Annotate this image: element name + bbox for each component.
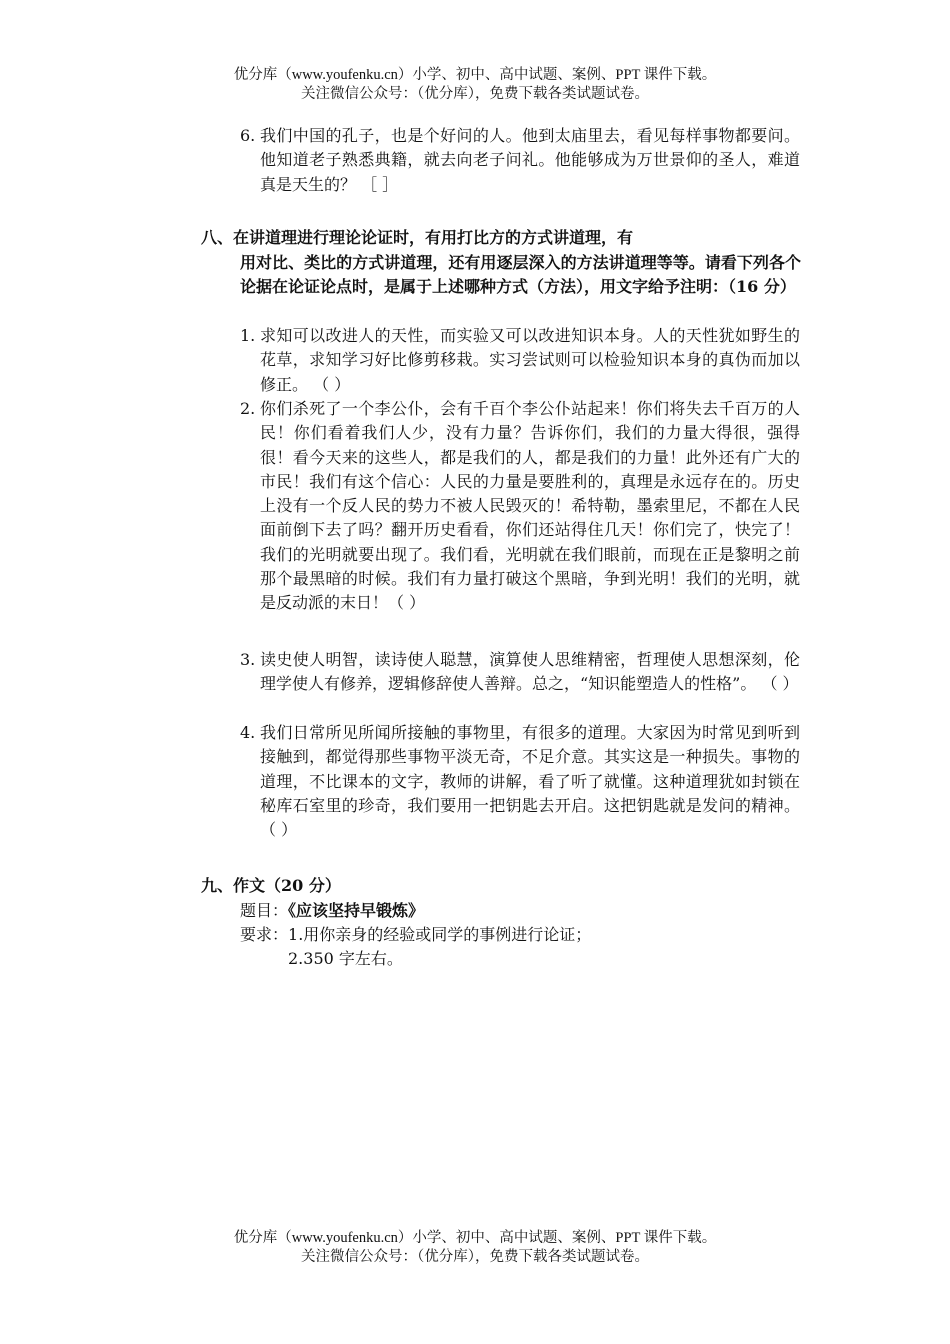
requirements-label: 要求： [240,925,289,944]
answer-bracket: （ ） [388,593,426,613]
item-3-text: 读史使人明智，读诗使人聪慧，演算使人思维精密，哲理使人思想深刻，伦理学使人有修养，逻辑修辞使人善辩。总之，“知识能塑造人的性格”。 [260,650,800,694]
question-text [260,124,800,197]
question-6-text: 我们中国的孔子，也是个好问的人。他到太庙里去，看见每样事物都要问。他知道老子熟悉典籍，就去向老子问礼。他能够成为万世景仰的圣人，难道真是天生的？ [260,126,800,194]
footer-line-2: 关注微信公众号：（优分库），免费下载各类试题试卷。 [301,1249,649,1265]
essay-requirements [240,923,591,947]
item-4-text: 我们日常所见所闻所接触的事物里，有很多的道理。大家因为时常见到听到接触到，都觉得那些事物平淡无奇，不足介意。其实这是一种损失。事物的道理，不比课本的文字，教师的讲解，看了听了就懂。这种道理犹如封锁在秘库石室里的珍奇，我们要用一把钥匙去开启。这把钥匙就是发问的精神。 [260,723,800,815]
item-1-text: 求知可以改进人的天性，而实验又可以改进知识本身。人的天性犹如野生的花草，求知学习好比修剪移栽。实习尝试则可以检验知识本身的真伪而加以修正。 [260,326,800,394]
item-number: 1. [240,326,256,345]
section-8-title [201,226,801,300]
section-8-item-2 [240,397,800,616]
answer-bracket: ［ ］ [361,174,399,194]
answer-bracket: （ ） [313,374,351,394]
item-text [260,324,800,397]
item-number: 3. [240,650,256,669]
item-number: 2. [240,399,256,418]
essay-topic [240,899,424,923]
item-text [260,397,800,616]
requirement-2: 2.350 字左右。 [288,949,403,968]
item-2-text: 你们杀死了一个李公仆，会有千百个李公仆站起来！你们将失去千百万的人民！你们看着我们人少，没有力量？告诉你们，我们的力量大得很，强得很！看今天来的这些人，都是我们的人，都是我们的力量！此外还有广大的市民！我们有这个信心：人民的力量是要胜利的，真理是永远存在的。历史上没有一个反人民的势力不被人民毁灭的！希特勒，墨索里尼，不都在人民面前倒下去了吗？翻开历史看看，你们还站得住几天！你们完了，快完了！我们的光明就要出现了。我们看，光明就在我们眼前，而现在正是黎明之前那个最黑暗的时候。我们有力量打破这个黑暗，争到光明！我们的光明，就是反动派的末日！ [260,399,800,613]
section-9-title: 九、作文（20 分） [201,876,341,895]
section-8-item-4 [240,721,800,842]
item-text [260,721,800,842]
answer-bracket: （ ） [260,820,298,840]
item-text [260,648,800,697]
header-line-2: 关注微信公众号：（优分库），免费下载各类试题试卷。 [301,86,649,102]
section-8-item-1 [240,324,800,397]
essay-topic-label: 题目： [240,901,289,920]
page-header [0,66,950,104]
requirement-1: 1.用你亲身的经验或同学的事例进行论证； [288,925,592,944]
question-6 [240,124,800,197]
section-8-title-rest: 用对比、类比的方式讲道理，还有用逐层深入的方法讲道理等等。请看下列各个论据在论证论点时，是属于上述哪种方式（方法），用文字给予注明：（16 分） [240,252,801,296]
answer-bracket: （ ） [761,674,799,694]
essay-topic-name: 《应该坚持早锻炼》 [288,901,425,920]
question-number: 6. [240,126,256,145]
item-number: 4. [240,723,256,742]
header-line-1: 优分库（www.youfenku.cn）小学、初中、高中试题、案例、PPT 课件下载。 [233,67,717,83]
section-8-title-first-line: 八、在讲道理进行理论论证时，有用打比方的方式讲道理，有 [201,228,634,247]
page-footer [0,1229,950,1267]
section-8-item-3 [240,648,800,697]
footer-line-1: 优分库（www.youfenku.cn）小学、初中、高中试题、案例、PPT 课件下载。 [233,1230,717,1246]
